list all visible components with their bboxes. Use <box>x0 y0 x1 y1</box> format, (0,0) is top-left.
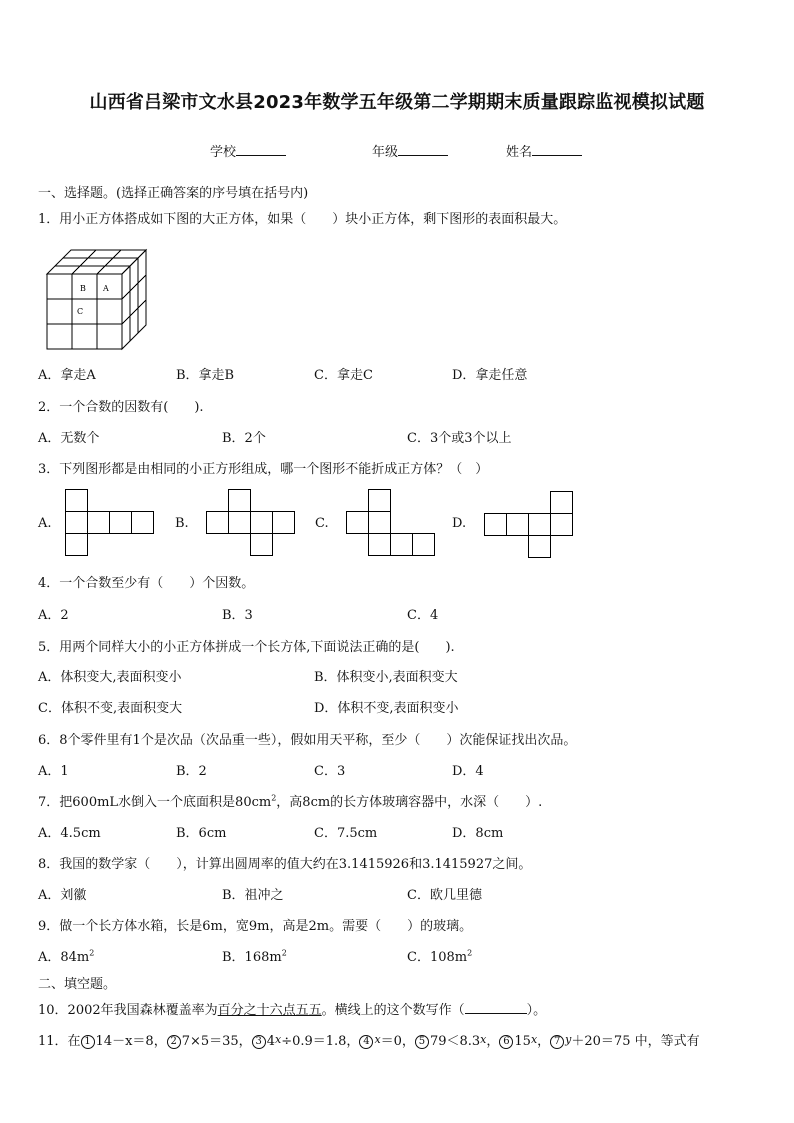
q5-text: 5．用两个同样大小的小正方体拼成一个长方体,下面说法正确的是( ). <box>38 640 455 655</box>
q4-option-b[interactable]: B．3 <box>222 608 253 623</box>
q5-option-b[interactable]: B．体积变小,表面积变大 <box>314 670 458 685</box>
q7-option-a[interactable]: A．4.5cm <box>38 826 101 841</box>
q1-cube-figure <box>40 240 150 355</box>
q3-option-d-label[interactable]: D. <box>452 516 467 531</box>
q6-option-d[interactable]: D．4 <box>452 764 484 779</box>
q5-option-a[interactable]: A．体积变大,表面积变小 <box>38 670 182 685</box>
circled-number-7: 7 <box>550 1035 564 1049</box>
q2-text: 2．一个合数的因数有( ). <box>38 400 204 415</box>
q3-text: 3．下列图形都是由相同的小正方形组成，哪一个图形不能折成正方体？（ ） <box>38 462 489 477</box>
q8-option-b[interactable]: B．祖冲之 <box>222 888 284 903</box>
q3-net-d[interactable] <box>483 490 575 560</box>
school-blank[interactable] <box>236 143 286 156</box>
q3-option-c-label[interactable]: C. <box>315 516 329 531</box>
grade-label: 年级 <box>372 145 399 160</box>
q10-answer-blank[interactable] <box>465 1001 527 1014</box>
q6-option-a[interactable]: A．1 <box>38 764 69 779</box>
circled-number-3: 3 <box>252 1035 266 1049</box>
cube-label-a: A <box>103 284 109 293</box>
q7-sup: 2 <box>271 793 277 803</box>
q2-option-c[interactable]: C．3个或3个以上 <box>407 431 512 446</box>
circled-number-5: 5 <box>415 1035 429 1049</box>
q5-option-d[interactable]: D．体积不变,表面积变小 <box>314 701 459 716</box>
section-1-heading: 一、选择题。(选择正确答案的序号填在括号内) <box>38 186 309 201</box>
q9-option-c[interactable]: C．$108m^2$ <box>407 948 473 965</box>
circled-number-1: 1 <box>81 1035 95 1049</box>
q2-option-a[interactable]: A．无数个 <box>38 431 100 446</box>
name-label: 姓名 <box>506 145 533 160</box>
school-label: 学校 <box>210 145 237 160</box>
circled-number-2: 2 <box>167 1035 181 1049</box>
q5-option-c[interactable]: C．体积不变,表面积变大 <box>38 701 183 716</box>
q1-option-c[interactable]: C．拿走C <box>314 368 373 383</box>
grade-blank[interactable] <box>398 143 448 156</box>
q6-option-b[interactable]: B．2 <box>176 764 207 779</box>
q1-option-a[interactable]: A．拿走A <box>38 368 96 383</box>
q9-option-a[interactable]: A．$84m^2$ <box>38 948 95 965</box>
q7-option-b[interactable]: B．6cm <box>176 826 227 841</box>
q10-text: 10．2002年我国森林覆盖率为百分之十六点五五。横线上的这个数写作（ ）。 <box>38 1003 547 1018</box>
q9-text: 9．做一个长方体水箱，长是6m，宽9m，高是2m。需要（ ）的玻璃。 <box>38 919 473 934</box>
q6-option-c[interactable]: C．3 <box>314 764 346 779</box>
cube-label-c: C <box>77 307 84 316</box>
q3-net-b[interactable] <box>205 488 295 558</box>
q4-text: 4．一个合数至少有（ ）个因数。 <box>38 576 255 591</box>
q3-net-c[interactable] <box>345 488 437 558</box>
q3-option-b-label[interactable]: B. <box>175 516 189 531</box>
q3-option-a-label[interactable]: A. <box>38 516 52 531</box>
q11-text: 11．在 1 14－x＝8， 2 7×5＝35， 3 4x÷0.9＝1.8， 4 x＝0， 5 79＜8.3x， 6 15x， 7 y＋20＝75 中，等式有 <box>38 1033 700 1049</box>
page-title: 山西省吕梁市文水县2023年数学五年级第二学期期末质量跟踪监视模拟试题 <box>89 92 705 113</box>
q7-text-b: ，高8cm的长方体玻璃容器中，水深（ ）. <box>276 795 543 810</box>
q7-text <box>38 791 542 810</box>
q7-text-a: 7．把600mL水倒入一个底面积是80cm <box>38 795 272 810</box>
q8-option-a[interactable]: A．刘徽 <box>38 888 87 903</box>
grade-field[interactable] <box>372 141 448 160</box>
q7-option-d[interactable]: D．8cm <box>452 826 504 841</box>
school-field[interactable] <box>210 141 286 160</box>
name-field[interactable] <box>506 141 582 160</box>
q1-text: 1．用小正方体搭成如下图的大正方体，如果（ ）块小正方体，剩下图形的表面积最大。 <box>38 212 567 227</box>
q7-option-c[interactable]: C．7.5cm <box>314 826 378 841</box>
q1-option-d[interactable]: D．拿走任意 <box>452 368 528 383</box>
q4-option-c[interactable]: C．4 <box>407 608 439 623</box>
q8-option-c[interactable]: C．欧几里德 <box>407 888 482 903</box>
q6-text: 6．8个零件里有1个是次品（次品重一些），假如用天平称，至少（ ）次能保证找出次品。 <box>38 733 577 748</box>
circled-number-4: 4 <box>359 1035 373 1049</box>
section-2-heading: 二、填空题。 <box>38 977 117 992</box>
q4-option-a[interactable]: A．2 <box>38 608 69 623</box>
q9-option-b[interactable]: B．$168m^2$ <box>222 948 287 965</box>
cube-label-b: B <box>80 284 86 293</box>
q10-underlined-number: 百分之十六点五五 <box>217 1003 322 1018</box>
circled-number-6: 6 <box>499 1035 513 1049</box>
q2-option-b[interactable]: B．2个 <box>222 431 266 446</box>
q3-net-a[interactable] <box>64 488 154 558</box>
name-blank[interactable] <box>532 143 582 156</box>
q8-text: 8．我国的数学家（ ），计算出圆周率的值大约在3.1415926和3.1415927之间。 <box>38 857 532 872</box>
q1-option-b[interactable]: B．拿走B <box>176 368 235 383</box>
